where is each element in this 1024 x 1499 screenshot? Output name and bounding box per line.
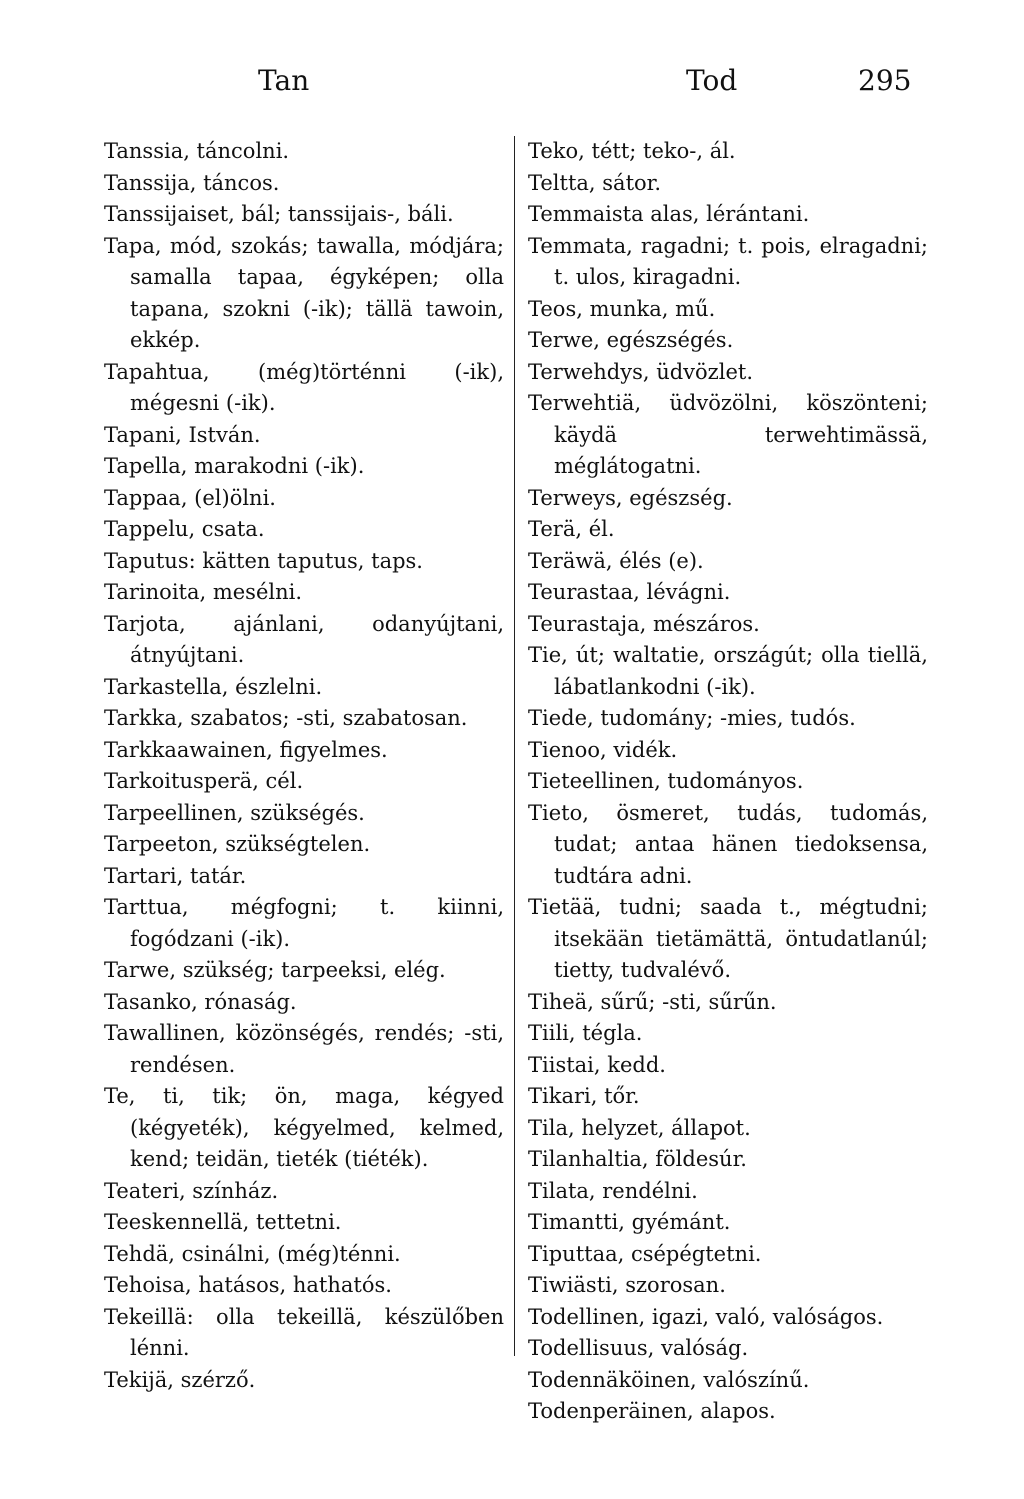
dictionary-entry: Tie, út; waltatie, országút; olla tiellä, lábatlankodni (-ik). — [528, 643, 928, 699]
dictionary-entry: Tienoo, vidék. — [528, 737, 678, 762]
dictionary-entry: Teltta, sátor. — [528, 170, 662, 195]
dictionary-entry: Teos, munka, mű. — [528, 296, 716, 321]
dictionary-entry: Tapella, marakodni (-ik). — [104, 454, 365, 478]
dictionary-entry: Tiistai, kedd. — [528, 1052, 666, 1077]
dictionary-entry: Tasanko, rónaság. — [104, 989, 297, 1014]
dictionary-entry: Tekeillä: olla tekeillä, készülőben lénni. — [104, 1304, 504, 1360]
left-guideword: Tan — [258, 64, 310, 97]
dictionary-entry: Tarkkaawainen, figyelmes. — [104, 737, 388, 762]
dictionary-entry: Tiede, tudomány; -mies, tudós. — [528, 706, 856, 730]
dictionary-entry: Tarjota, ajánlani, odanyújtani, átnyújtani. — [104, 611, 504, 667]
dictionary-entry: Todellinen, igazi, való, valóságos. — [528, 1304, 884, 1329]
dictionary-entry: Tarpeellinen, szükségés. — [104, 800, 365, 825]
dictionary-entry: Todellisuus, valóság. — [528, 1336, 749, 1360]
dictionary-entry: Tarwe, szükség; tarpeeksi, elég. — [104, 958, 446, 982]
page-number: 295 — [858, 64, 912, 97]
dictionary-entry: Tapani, István. — [104, 422, 261, 447]
dictionary-entry: Todenperäinen, alapos. — [528, 1399, 776, 1423]
dictionary-entry: Tapa, mód, szokás; tawalla, módjára; samalla tapaa, égyképen; olla tapana, szokni (-ik); tällä tawoin, ekkép. — [104, 233, 504, 352]
dictionary-entry: Taputus: kätten taputus, taps. — [104, 548, 423, 573]
dictionary-entry: Tappaa, (el)ölni. — [104, 485, 276, 510]
dictionary-entry: Todennäköinen, valószínű. — [528, 1367, 810, 1392]
dictionary-entry: Tiili, tégla. — [528, 1021, 643, 1045]
dictionary-entry: Tawallinen, közönségés, rendés; -sti, rendésen. — [104, 1021, 504, 1077]
dictionary-entry: Tarpeeton, szükségtelen. — [104, 832, 371, 856]
dictionary-entry: Tekijä, szérző. — [104, 1367, 256, 1392]
right-guideword: Tod — [686, 64, 738, 97]
dictionary-entry: Tappelu, csata. — [104, 517, 265, 541]
dictionary-entry: Terä, él. — [528, 517, 615, 541]
dictionary-entry: Terwe, egészségés. — [528, 328, 734, 352]
column-divider — [514, 136, 515, 1356]
dictionary-entry: Tarkka, szabatos; -sti, szabatosan. — [104, 706, 468, 730]
dictionary-entry: Tehdä, csinálni, (még)ténni. — [104, 1241, 401, 1266]
dictionary-entry: Tarkastella, észlelni. — [104, 674, 323, 699]
dictionary-entry: Teateri, színház. — [104, 1178, 279, 1203]
dictionary-entry: Tarttua, mégfogni; t. kiinni, fogódzani (-ik). — [104, 895, 504, 951]
dictionary-entry: Tiheä, sűrű; -sti, sűrűn. — [528, 989, 777, 1014]
dictionary-entry: Tanssia, táncolni. — [104, 139, 290, 163]
dictionary-entry: Tiputtaa, csépégtetni. — [528, 1241, 762, 1266]
page-header — [0, 64, 1024, 104]
dictionary-entry: Tiwiästi, szorosan. — [528, 1273, 726, 1297]
dictionary-entry: Tieteellinen, tudományos. — [528, 769, 804, 793]
dictionary-entry: Tilata, rendélni. — [528, 1178, 698, 1203]
dictionary-entry: Teurastaa, lévágni. — [528, 580, 731, 604]
right-column — [528, 136, 928, 1428]
dictionary-entry: Tarinoita, mesélni. — [104, 580, 303, 604]
dictionary-entry: Temmata, ragadni; t. pois, elragadni; t. ulos, kiragadni. — [528, 233, 928, 289]
dictionary-entry: Terwehtiä, üdvözölni, köszönteni; käydä terwehtimässä, méglátogatni. — [528, 391, 928, 478]
dictionary-entry: Tartari, tatár. — [104, 863, 247, 888]
dictionary-entry: Terweys, egészség. — [528, 485, 733, 510]
dictionary-entry: Teurastaja, mészáros. — [528, 611, 760, 636]
dictionary-entry: Tapahtua, (még)történni (-ik), mégesni (-ik). — [104, 359, 504, 415]
dictionary-entry: Tietää, tudni; saada t., mégtudni; itsekään tietämättä, öntudatlanúl; tietty, tudvalévő. — [528, 895, 928, 982]
dictionary-entry: Temmaista alas, lérántani. — [528, 202, 810, 226]
dictionary-entry: Tarkoitusperä, cél. — [104, 769, 304, 793]
dictionary-entry: Te, ti, tik; ön, maga, kégyed (kégyeték), kégyelmed, kelmed, kend; teidän, tieték (tiéték). — [104, 1084, 504, 1171]
left-column — [104, 136, 504, 1396]
dictionary-entry: Terwehdys, üdvözlet. — [528, 359, 754, 384]
dictionary-entry: Timantti, gyémánt. — [528, 1210, 731, 1234]
dictionary-entry: Tilanhaltia, földesúr. — [528, 1147, 747, 1171]
dictionary-entry: Tila, helyzet, állapot. — [528, 1115, 751, 1140]
dictionary-entry: Tehoisa, hatásos, hathatós. — [104, 1273, 392, 1297]
dictionary-entry: Teräwä, élés (e). — [528, 548, 704, 573]
dictionary-entry: Tanssijaiset, bál; tanssijais-, báli. — [104, 202, 454, 226]
dictionary-entry: Teko, tétt; teko-, ál. — [528, 139, 736, 163]
dictionary-entry: Tieto, ösmeret, tudás, tudomás, tudat; antaa hänen tiedoksensa, tudtára adni. — [528, 800, 928, 888]
dictionary-entry: Tanssija, táncos. — [104, 170, 280, 195]
dictionary-entry: Teeskennellä, tettetni. — [104, 1210, 342, 1234]
dictionary-entry: Tikari, tőr. — [528, 1084, 640, 1108]
